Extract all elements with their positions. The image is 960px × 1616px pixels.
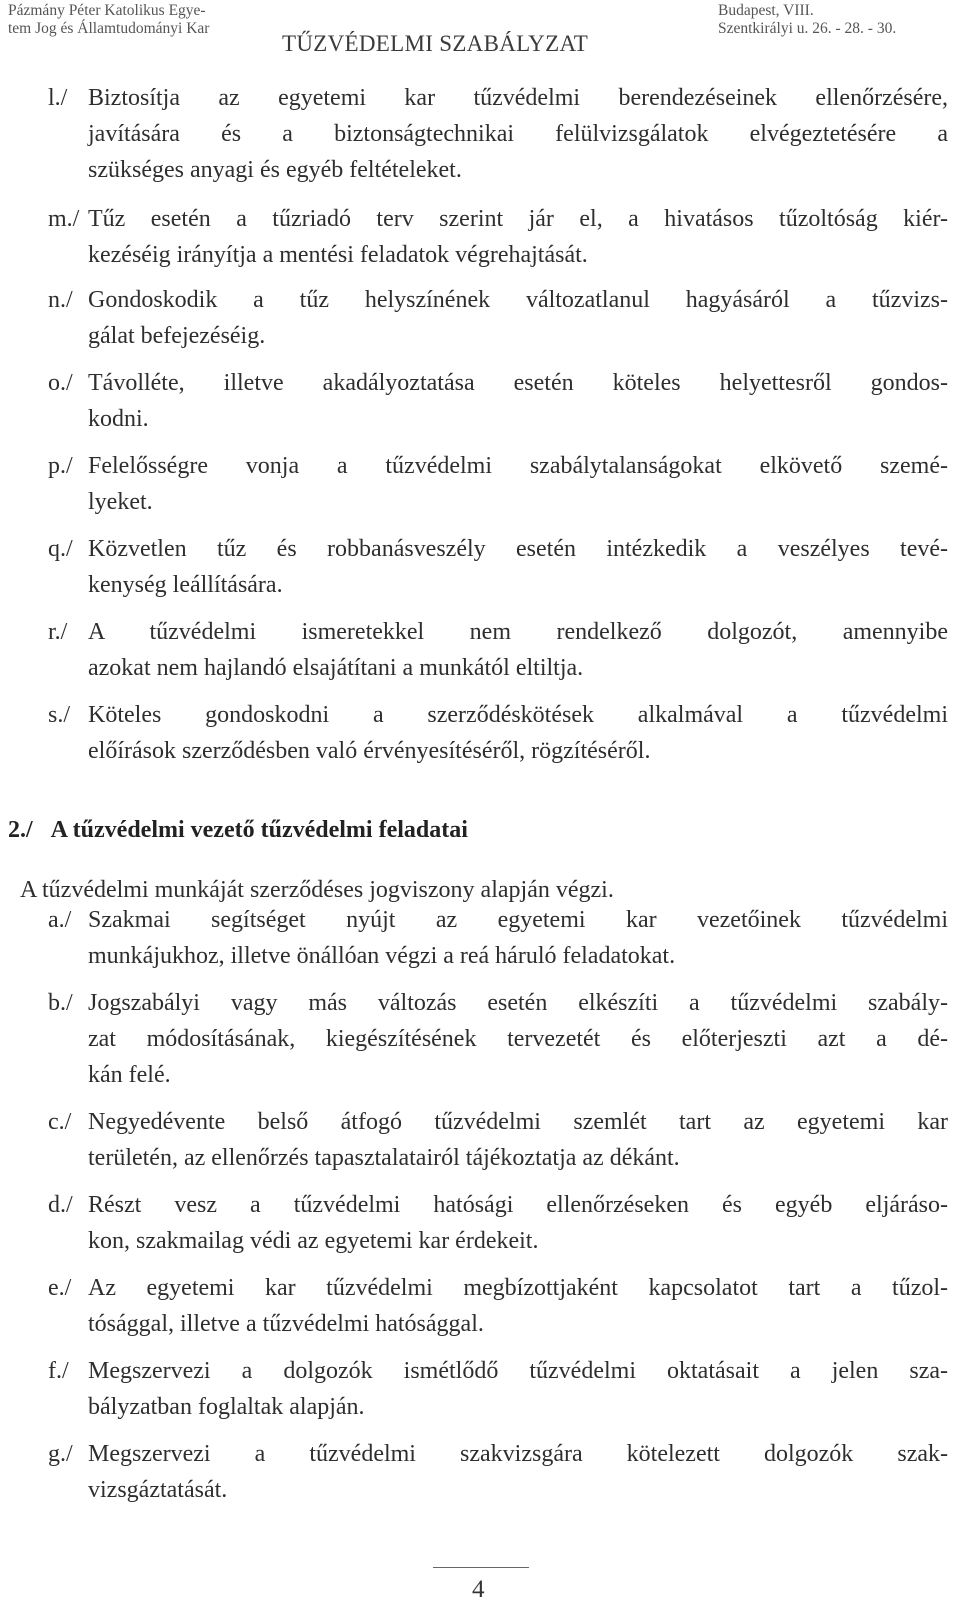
list-item-label: s./ — [48, 702, 71, 728]
document-title: TŰZVÉDELMI SZABÁLYZAT — [282, 31, 589, 56]
list-item-text — [88, 80, 948, 188]
list-item-label: d./ — [48, 1192, 73, 1218]
text-line: kon, szakmailag védi az egyetemi kar érdekeit. — [88, 1228, 539, 1254]
text-line: Távolléte, illetve akadályoztatása esetén köteles helyettesről gondos- — [88, 370, 948, 396]
text-line: Gondoskodik a tűz helyszínének változatlanul hagyásáról a tűzvizs- — [88, 287, 948, 313]
list-item-text — [88, 448, 948, 520]
list-item-label: c./ — [48, 1109, 72, 1135]
header-institution — [8, 2, 209, 38]
list-item-text — [88, 697, 948, 769]
text-line: Szakmai segítséget nyújt az egyetemi kar vezetőinek tűzvédelmi — [88, 907, 948, 933]
list-item-text — [88, 614, 948, 686]
list-item-label: l./ — [48, 85, 68, 111]
footer-divider — [433, 1567, 529, 1568]
list-item-text — [88, 1436, 948, 1508]
header-address-line2: Szentkirályi u. 26. - 28. - 30. — [718, 20, 897, 37]
text-line: előírások szerződésben való érvényesítéséről, rögzítéséről. — [88, 738, 651, 764]
list-item-text — [88, 282, 948, 354]
list-item-text — [88, 201, 948, 273]
text-line: szükséges anyagi és egyéb feltételeket. — [88, 157, 462, 183]
text-line: azokat nem hajlandó elsajátítani a munkától eltiltja. — [88, 655, 584, 681]
section-intro: A tűzvédelmi munkáját szerződéses jogviszony alapján végzi. — [20, 877, 614, 903]
header-institution-line1: Pázmány Péter Katolikus Egye- — [8, 2, 206, 19]
header-address — [718, 2, 896, 38]
header-institution-line2: tem Jog és Államtudományi Kar — [8, 20, 210, 37]
text-line: területén, az ellenőrzés tapasztalatairól tájékoztatja az dékánt. — [88, 1145, 680, 1171]
text-line: Megszervezi a tűzvédelmi szakvizsgára kötelezett dolgozók szak- — [88, 1441, 948, 1467]
text-line: vizsgáztatását. — [88, 1477, 228, 1503]
text-line: javítására és a biztonságtechnikai felülvizsgálatok elvégeztetésére a — [88, 121, 948, 147]
list-item-label: g./ — [48, 1441, 73, 1467]
text-line: Negyedévente belső átfogó tűzvédelmi szemlét tart az egyetemi kar — [88, 1109, 948, 1135]
text-line: bályzatban foglaltak alapján. — [88, 1394, 365, 1420]
section-title-text: A tűzvédelmi vezető tűzvédelmi feladatai — [50, 817, 468, 843]
header-address-line1: Budapest, VIII. — [718, 2, 814, 19]
text-line: A tűzvédelmi ismeretekkel nem rendelkező dolgozót, amennyibe — [88, 619, 948, 645]
text-line: Részt vesz a tűzvédelmi hatósági ellenőrzéseken és egyéb eljáráso- — [88, 1192, 948, 1218]
list-item-text — [88, 1270, 948, 1342]
list-item-text — [88, 902, 948, 974]
text-line: lyeket. — [88, 489, 153, 515]
text-line: Köteles gondoskodni a szerződéskötések alkalmával a tűzvédelmi — [88, 702, 948, 728]
text-line: zat módosításának, kiegészítésének tervezetét és előterjeszti azt a dé- — [88, 1026, 948, 1052]
text-line: kán felé. — [88, 1062, 171, 1088]
section-heading — [8, 812, 468, 848]
list-item-text — [88, 985, 948, 1093]
section-number: 2./ — [8, 817, 33, 843]
list-item-text — [88, 1104, 948, 1176]
list-item-label: m./ — [48, 206, 80, 232]
list-item-label: p./ — [48, 453, 73, 479]
text-line: Felelősségre vonja a tűzvédelmi szabálytalanságokat elkövető szemé- — [88, 453, 948, 479]
text-line: kodni. — [88, 406, 149, 432]
list-item-label: e./ — [48, 1275, 72, 1301]
list-item-label: n./ — [48, 287, 73, 313]
list-item-label: r./ — [48, 619, 68, 645]
text-line: Biztosítja az egyetemi kar tűzvédelmi berendezéseinek ellenőrzésére, — [88, 85, 948, 111]
text-line: Tűz esetén a tűzriadó terv szerint jár el, a hivatásos tűzoltóság kiér- — [88, 206, 948, 232]
list-item-text — [88, 1353, 948, 1425]
list-item-text — [88, 1187, 948, 1259]
page-number: 4 — [472, 1576, 485, 1603]
text-line: munkájukhoz, illetve önállóan végzi a reá háruló feladatokat. — [88, 943, 676, 969]
list-item-text — [88, 531, 948, 603]
page-header — [0, 0, 960, 56]
list-item-label: q./ — [48, 536, 73, 562]
list-item-label: f./ — [48, 1358, 69, 1384]
text-line: kezéséig irányítja a mentési feladatok végrehajtását. — [88, 242, 588, 268]
text-line: gálat befejezéséig. — [88, 323, 266, 349]
text-line: Jogszabályi vagy más változás esetén elkészíti a tűzvédelmi szabály- — [88, 990, 948, 1016]
text-line: Közvetlen tűz és robbanásveszély esetén intézkedik a veszélyes tevé- — [88, 536, 948, 562]
list-item-text — [88, 365, 948, 437]
text-line: kenység leállítására. — [88, 572, 283, 598]
text-line: Megszervezi a dolgozók ismétlődő tűzvédelmi oktatásait a jelen sza- — [88, 1358, 948, 1384]
list-item-label: b./ — [48, 990, 73, 1016]
text-line: tósággal, illetve a tűzvédelmi hatósággal. — [88, 1311, 484, 1337]
text-line: Az egyetemi kar tűzvédelmi megbízottjaként kapcsolatot tart a tűzol- — [88, 1275, 948, 1301]
list-item-label: a./ — [48, 907, 72, 933]
list-item-label: o./ — [48, 370, 73, 396]
